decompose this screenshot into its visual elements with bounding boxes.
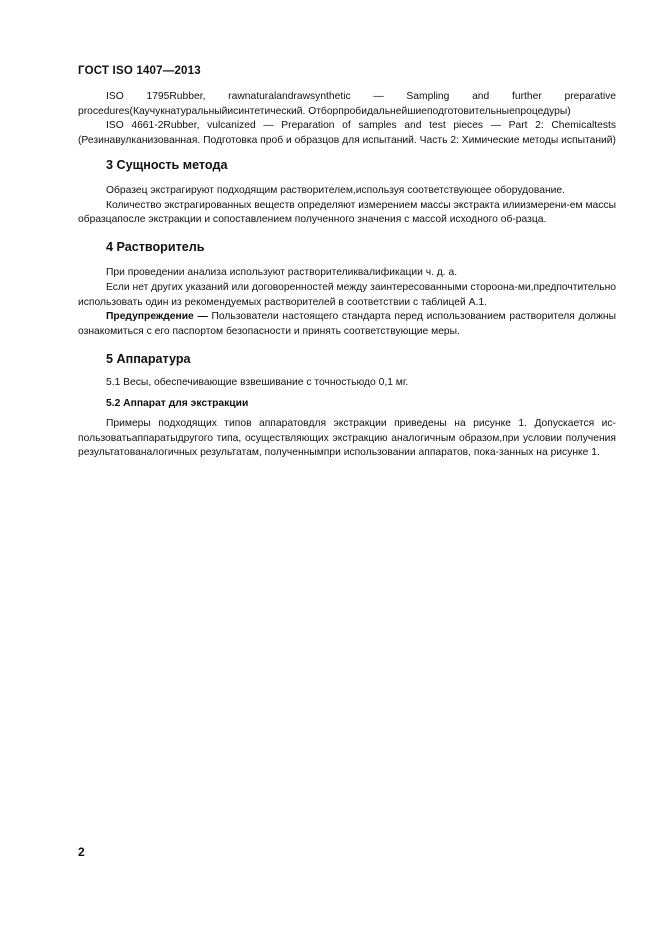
section-4-paragraph: Если нет других указаний или договоренностей между заинтересованными стороона-ми,предпочтительно использовать один из рекомендуемых растворителей в соответствии с таблицей А.1. — [78, 281, 617, 308]
warning-label: Предупреждение — — [106, 311, 208, 323]
section-3-paragraph: Образец экстрагируют подходящим растворителем,используя соответствующее оборудование. — [106, 184, 565, 196]
standard-header: ГОСТ ISO 1407—2013 — [78, 65, 201, 77]
reference-iso-1795: ISO 1795Rubber, rawnaturalandrawsynthetic — Sampling and further preparative procedures(Каучукнатуральныйисинтетический. Отборпробидальнейшиеподготовительныепроцедуры) — [78, 91, 616, 117]
section-4-heading: 4 Растворитель — [106, 239, 205, 254]
item-5-2-heading: 5.2 Аппарат для экстракции — [106, 397, 249, 409]
section-3-paragraph: Количество экстрагированных веществ определяют измерением массы экстракта илиизмерени-ем массы образцапосле экстракции и сопоставлением полученного значения с массой исходного об-разца. — [78, 199, 616, 226]
section-3-heading: 3 Сущность метода — [106, 158, 228, 173]
item-5-2-paragraph: Примеры подходящих типов аппаратовдля экстракции приведены на рисунке 1. Допускается ис-пользоватьаппаратыдругого типа, осуществляющих экстракцию аналогичным образом,при условии получения результатованалогичных результатам, полученнымпри использовании аппаратов, пока-занных на рисунке 1. — [78, 418, 616, 459]
warning-text: Пользователи настоящего стандарта перед использованием растворителя должны ознакомиться с его паспортом безопасности и принять соответствующие меры. — [78, 311, 616, 337]
section-5-heading: 5 Аппаратура — [106, 352, 191, 367]
reference-iso-4661-2: ISO 4661-2Rubber, vulcanized — Preparation of samples and test pieces — Part 2: Chemicaltests (Резинавулканизованная. Подготовка проб и образцов для испытаний. Часть 2: Химические методы испытаний) — [78, 120, 616, 146]
section-4-paragraph: При проведении анализа используют растворителиквалификации ч. д. а. — [106, 267, 458, 279]
page-number: 2 — [78, 845, 85, 859]
item-5-1: 5.1 Весы, обеспечивающие взвешивание с точностьюдо 0,1 мг. — [106, 376, 409, 388]
section-4-warning — [78, 310, 616, 339]
document-body — [78, 90, 616, 461]
